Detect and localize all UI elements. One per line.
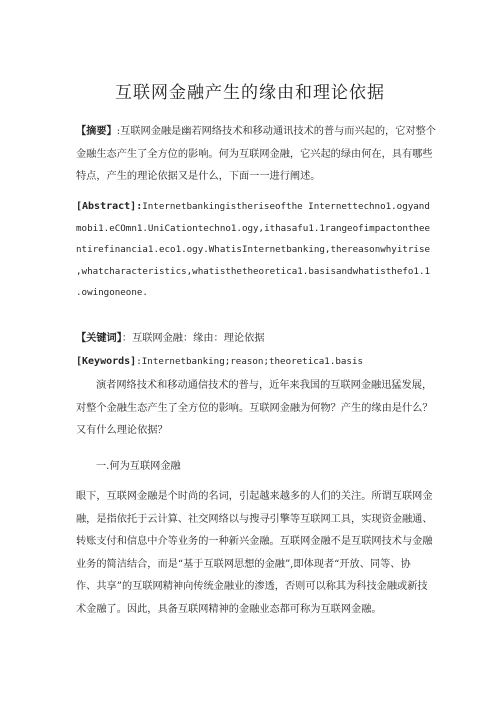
abstract-cn-label: 【摘要】 (76, 125, 117, 137)
keywords-cn (76, 327, 428, 351)
intro-line: 对整个金融生态产生了全方位的影响。互联网金融为何物？产生的缘由是什么？ (76, 402, 433, 414)
intro-line: 演者网络技术和移动通信技术的普与，近年来我国的互联网金融迅猛发展， (96, 380, 433, 391)
keywords-en-text: :Internetbanking;reason;theoretica1.basis (136, 356, 364, 367)
section1-line: 转账支付和信息中介等业务的一种新兴金融。互联网金融不是互联网技术与金融 (76, 536, 433, 547)
abstract-cn-line: :互联网金融是幽若网络技术和移动通讯技术的普与而兴起的，它对整个 (116, 126, 436, 137)
keywords-cn-text: ：互联网金融：缘由：理论依据 (121, 333, 265, 344)
section1-line: 融，是指依托于云计算、社交网络以与搜寻引擎等互联网工具，实现资金融通、 (76, 513, 433, 525)
section1-line: 眼下，互联网金融是个时尚的名词，引起越来越多的人们的关注。所谓互联网金 (76, 491, 433, 502)
abstract-cn-line: 金融生态产生了全方位的影响。何为互联网金融，它兴起的绿由何在，具有哪些 (76, 148, 433, 160)
abstract-en-line: mobi1.eCOmn1.UniCationtechno1.ogy,ithasafu1.1rangeofimpactonthee (76, 222, 431, 234)
keywords-en (76, 351, 436, 373)
intro-paragraph (76, 375, 433, 443)
section1-line: 作、共享”的互联网精神向传统金融业的渗透，否则可以称其为科技金融或新技 (76, 581, 428, 592)
abstract-cn (76, 120, 436, 189)
intro-line: 又有什么理论依据？ (76, 425, 168, 436)
abstract-en (76, 196, 436, 304)
abstract-cn-line: 特点，产生的理论依据又是什么，下面一一进行阐述。 (76, 171, 321, 182)
keywords-en-label: [Keywords] (76, 356, 137, 367)
section1-line: 业务的简洁结合，而是“基于互联网思想的金融”,即体现者“开放、同等、协 (76, 558, 411, 570)
abstract-en-line: ,whatcharacteristics,whatisthetheoretica1.basisandwhatisthefo1.1 (76, 265, 431, 277)
section1-heading (76, 456, 428, 479)
abstract-en-line: Internetbankingistheriseofthe Internettechno1.ogyand (142, 201, 430, 212)
keywords-cn-label: 【关键词】 (76, 332, 122, 344)
document-title: 互联网金融产生的缘由和理论依据 (115, 83, 385, 103)
section1-paragraph (76, 486, 433, 621)
abstract-en-label: [Abstract]: (76, 201, 143, 212)
section1-line: 术金融了。因此，具备互联网精神的金融业态都可称为互联网金融。 (76, 603, 382, 615)
abstract-en-line: ntirefinancia1.eco1.ogy.WhatisInternetbanking,thereasonwhyitrise (76, 244, 431, 255)
abstract-en-line: .owingoneone. (76, 287, 148, 298)
section-heading: 一.何为互联网金融 (96, 461, 181, 472)
